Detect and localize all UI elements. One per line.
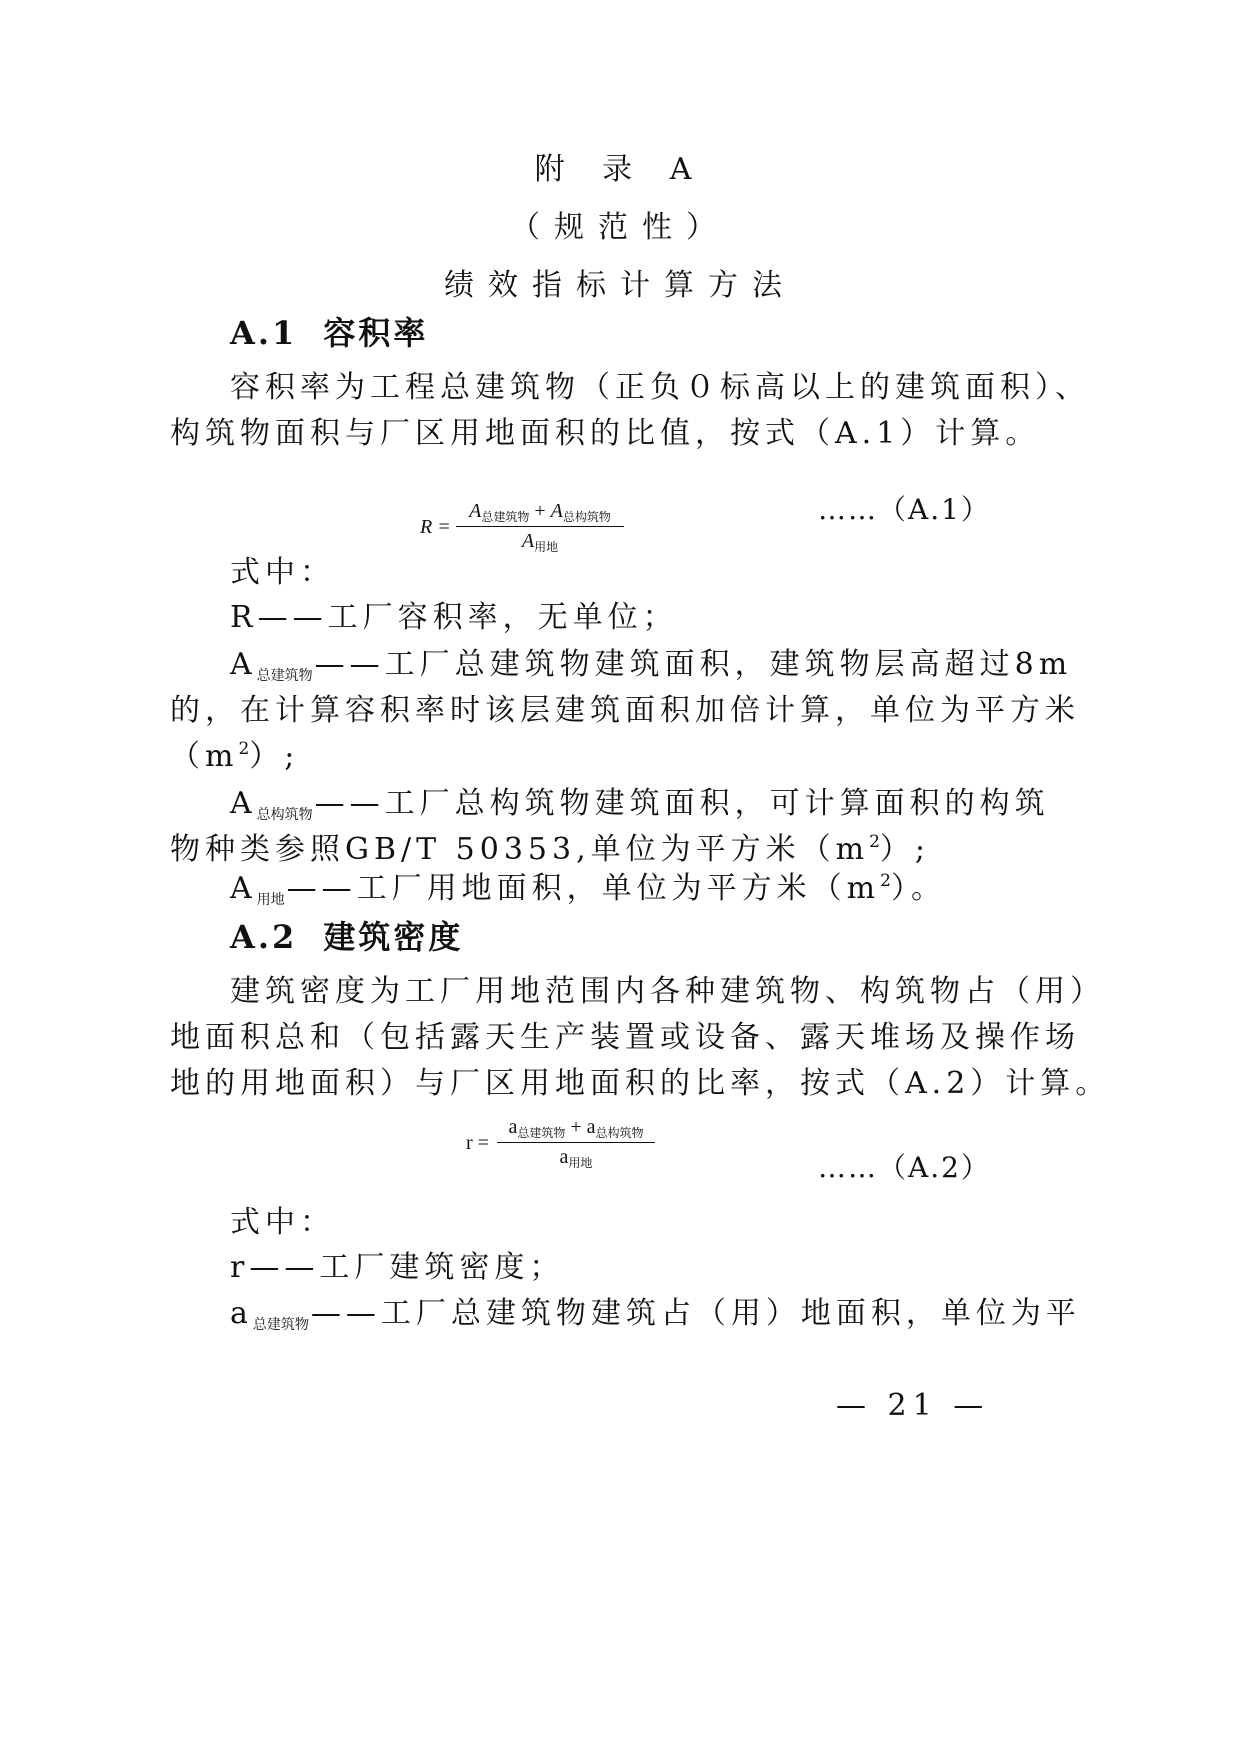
appendix-title: 附 录 A bbox=[534, 152, 706, 187]
section-number: A.1 bbox=[230, 314, 298, 352]
where-label: 式中： bbox=[230, 1205, 335, 1240]
definition-line: $A_{总建筑物}——$工厂总建筑物建筑面积，建筑物层高超过8m bbox=[230, 647, 1073, 684]
section-heading-a2 bbox=[230, 917, 463, 957]
section-heading-a1 bbox=[230, 313, 428, 353]
definition-line: 的，在计算容积率时该层建筑面积加倍计算，单位为平方米 bbox=[170, 693, 1080, 728]
definition-line: r——工厂建筑密度； bbox=[230, 1250, 565, 1285]
paragraph-line: 地的用地面积）与厂区用地面积的比率，按式（A.2）计算。 bbox=[170, 1066, 1111, 1101]
formula-denominator: $a_{用地}$ bbox=[559, 1146, 593, 1170]
formula-a1-lhs: R = bbox=[420, 516, 451, 538]
equation-number: ……（A.2） bbox=[818, 1151, 991, 1184]
formula-a1-fraction bbox=[456, 500, 624, 553]
appendix-type: （规范性） bbox=[510, 210, 730, 245]
formula-a2-fraction bbox=[497, 1116, 655, 1169]
definition-line: R——工厂容积率，无单位； bbox=[230, 600, 678, 635]
paragraph-line: 地面积总和（包括露天生产装置或设备、露天堆场及操作场 bbox=[170, 1020, 1080, 1055]
appendix-subtitle: 绩效指标计算方法 bbox=[444, 268, 796, 303]
definition-line: 物种类参照GB/T 50353,单位为平方米$(m^2)$; bbox=[170, 832, 931, 867]
definition-line: $a_{总建筑物}——$工厂总建筑物建筑占（用）地面积，单位为平 bbox=[230, 1296, 1081, 1333]
formula-a2-lhs: r = bbox=[466, 1132, 489, 1154]
definition-line: $(m^2)$; bbox=[170, 739, 300, 774]
page-number: — 21 — bbox=[836, 1388, 990, 1423]
fraction-bar bbox=[497, 1142, 655, 1143]
section-title: 容积率 bbox=[323, 314, 429, 352]
formula-denominator: $A_{用地}$ bbox=[521, 530, 559, 554]
paragraph-line: 容积率为工程总建筑物（正负０标高以上的建筑面积）、 bbox=[230, 370, 1090, 405]
paragraph-line: 构筑物面积与厂区用地面积的比值，按式（A.1）计算。 bbox=[170, 416, 1041, 451]
formula-numerator: $a_{总建筑物} + a_{总构筑物}$ bbox=[508, 1116, 644, 1140]
definition-line: $A_{总构筑物}——$工厂总构筑物建筑面积，可计算面积的构筑 bbox=[230, 786, 1050, 823]
section-number: A.2 bbox=[230, 918, 298, 956]
formula-numerator: $A_{总建筑物} + A_{总构筑物}$ bbox=[469, 500, 611, 524]
fraction-bar bbox=[456, 526, 624, 527]
section-title: 建筑密度 bbox=[323, 918, 464, 956]
definition-line: $A_{用地}——$工厂用地面积，单位为平方米$(m^2)$。 bbox=[230, 871, 946, 908]
paragraph-line: 建筑密度为工厂用地范围内各种建筑物、构筑物占（用） bbox=[230, 974, 1105, 1009]
where-label: 式中： bbox=[230, 555, 335, 590]
equation-number: ……（A.1） bbox=[818, 493, 991, 526]
